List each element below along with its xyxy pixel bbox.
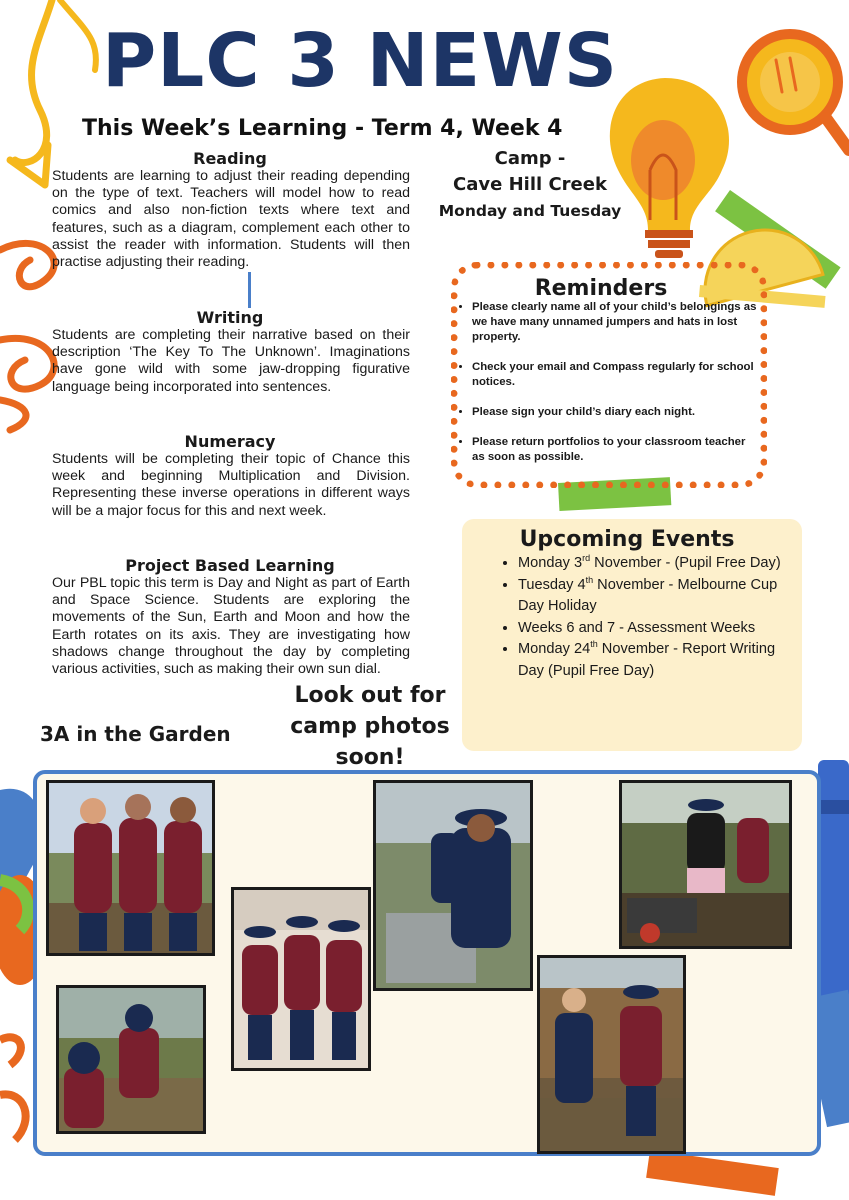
numeracy-heading: Numeracy bbox=[184, 432, 276, 451]
newsletter-title: PLC 3 NEWS bbox=[101, 18, 619, 104]
camp-photos-notice: Look out for camp photos soon! bbox=[290, 683, 450, 770]
reminder-item: • Please clearly name all of your child’s belongings as we have many unnamed jumpers and hats in lost property. bbox=[472, 300, 758, 345]
garden-photo bbox=[231, 887, 371, 1071]
writing-heading: Writing bbox=[196, 308, 264, 327]
garden-photo bbox=[619, 780, 792, 949]
camp-line1: Camp - bbox=[494, 148, 566, 169]
event-item: • Tuesday 4th November - Melbourne Cup Day Holiday bbox=[518, 575, 798, 618]
writing-body: Students are completing their narrative based on their description ‘The Key To The Unknown’. Imaginations have gone wild with some jaw-dropping figurative language being incorporated into sentences. bbox=[52, 327, 410, 395]
pbl-heading: Project Based Learning bbox=[125, 556, 335, 575]
event-item: • Weeks 6 and 7 - Assessment Weeks bbox=[518, 618, 798, 640]
numeracy-body: Students will be completing their topic of Chance this week and beginning Multiplication and Division. Representing these inverse operations in different ways will be a major focus for this and next week. bbox=[52, 451, 410, 519]
reading-body: Students are learning to adjust their reading depending on the type of text. Teachers will model how to read comics and also non-fiction texts where text and features, such as a diagram, complement each other to assist the reader with information. Students will then practise adjusting their reading. bbox=[52, 168, 410, 271]
pbl-body: Our PBL topic this term is Day and Night as part of Earth and Space Science. Students are exploring the movements of the Sun, Earth and Moon and how the Earth rotates on its axis. They are investigating how shadows change throughout the day by completing various activities, such as making their own sun dial. bbox=[52, 575, 410, 678]
events-list bbox=[500, 553, 798, 682]
camp-notice bbox=[430, 146, 630, 224]
reminder-item: • Check your email and Compass regularly for school notices. bbox=[472, 360, 758, 390]
event-item: • Monday 3rd November - (Pupil Free Day) bbox=[518, 553, 798, 575]
reminder-item: • Please sign your child’s diary each night. bbox=[472, 405, 758, 420]
garden-photo bbox=[537, 955, 686, 1154]
reminder-item: • Please return portfolios to your classroom teacher as soon as possible. bbox=[472, 435, 758, 465]
camp-days: Monday and Tuesday bbox=[438, 202, 622, 220]
events-title: Upcoming Events bbox=[519, 527, 735, 552]
garden-photo bbox=[373, 780, 533, 991]
garden-heading: 3A in the Garden bbox=[40, 722, 231, 746]
camp-location: Cave Hill Creek bbox=[453, 174, 607, 195]
garden-photo bbox=[46, 780, 215, 956]
reminders-list bbox=[456, 300, 758, 480]
week-subtitle: This Week’s Learning - Term 4, Week 4 bbox=[82, 116, 563, 141]
divider bbox=[248, 272, 251, 308]
garden-photo bbox=[56, 985, 206, 1134]
reminders-title: Reminders bbox=[534, 276, 668, 301]
reading-heading: Reading bbox=[193, 149, 267, 168]
event-item: • Monday 24th November - Report Writing Day (Pupil Free Day) bbox=[518, 639, 798, 682]
